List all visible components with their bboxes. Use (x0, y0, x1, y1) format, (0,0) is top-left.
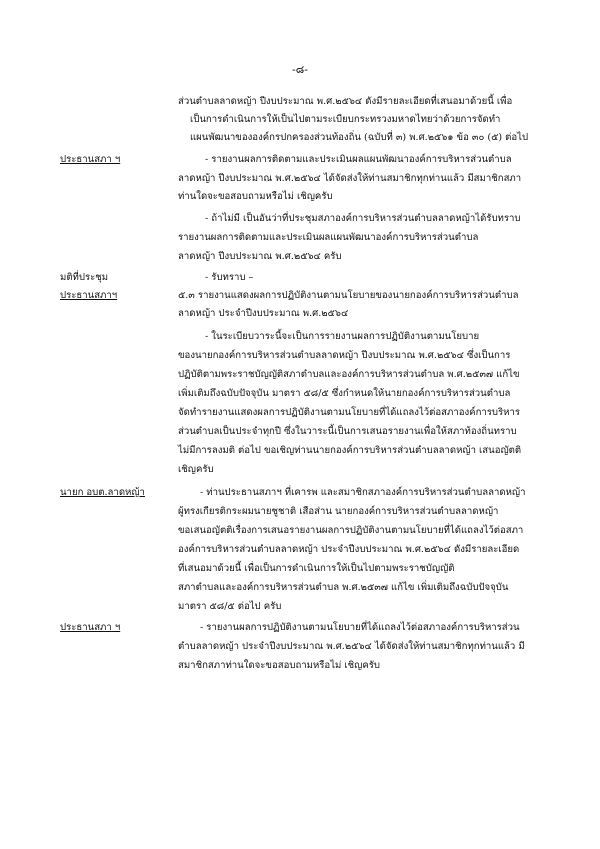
chair-statement-line: ของนายกองค์การบริหารส่วนตำบลลาดหญ้า ปีงบประมาณ พ.ศ.๒๕๖๔ ซึ่งเป็นการ (178, 350, 511, 361)
speaker-mayor: นายก อบต.ลาดหญ้า (60, 487, 145, 498)
intro-line: ส่วนตำบลลาดหญ้า ปีงบประมาณ พ.ศ.๒๕๖๔ ดังมีรายละเอียดที่เสนอมาด้วยนี้ เพื่อ (178, 96, 513, 107)
agenda-item-line: ๕.๓ รายงานแสดงผลการปฏิบัติงานตามนโยบายของนายกองค์การบริหารส่วนตำบล (178, 290, 519, 301)
chair-statement-line: - ในระเบียบวาระนี้จะเป็นการรายงานผลการปฏิบัติงานตามนโยบาย (205, 331, 480, 342)
chair-statement-line: ไม่มีการลงมติ ต่อไป ขอเชิญท่านนายกองค์การบริหารส่วนตำบลลาดหญ้า เสนอญัตติ (178, 445, 522, 456)
chair-statement-line: ลาดหญ้า ปีงบประมาณ พ.ศ.๒๕๖๔ ได้จัดส่งให้ท่านสมาชิกทุกท่านแล้ว มีสมาชิกสภา (178, 173, 522, 184)
mayor-statement-line: ขอเสนอญัตติเรื่องการเสนอรายงานผลการปฏิบัติงานตามนโยบายที่ได้แถลงไว้ต่อสภา (178, 525, 524, 536)
chair-statement-line: รายงานผลการติดตามและประเมินผลแผนพัฒนาองค์การบริหารส่วนตำบล (178, 232, 479, 243)
chair-statement-line: ท่านใดจะขอสอบถามหรือไม่ เชิญครับ (178, 191, 333, 202)
chair-statement-line: ปฏิบัติตามพระราชบัญญัติสภาตำบลและองค์การบริหารส่วนตำบล พ.ศ.๒๕๓๗ แก้ไข (178, 369, 520, 380)
chair-statement-line: สมาชิกสภาท่านใดจะขอสอบถามหรือไม่ เชิญครับ (178, 660, 381, 671)
chair-statement-line: ลาดหญ้า ปีงบประมาณ พ.ศ.๒๕๖๔ ครับ (178, 251, 342, 262)
chair-statement-line: - รายงานผลการปฏิบัติงานตามนโยบายที่ได้แถลงไว้ต่อสภาองค์การบริหารส่วน (200, 622, 520, 633)
chair-statement-line: - ถ้าไม่มี เป็นอันว่าที่ประชุมสภาองค์การบริหารส่วนตำบลลาดหญ้าได้รับทราบ (205, 213, 521, 224)
chair-statement-line: ตำบลลาดหญ้า ประจำปีงบประมาณ พ.ศ.๒๕๖๔ ได้จัดส่งให้ท่านสมาชิกทุกท่านแล้ว มี (178, 641, 525, 652)
speaker-resolution: มติที่ประชุม (60, 272, 109, 283)
mayor-statement-line: ที่เสนอมาด้วยนี้ เพื่อเป็นการดำเนินการให้เป็นไปตามพระราชบัญญัติ (178, 563, 455, 574)
chair-statement-line: เพิ่มเติมถึงฉบับปัจจุบัน มาตรา ๕๘/๕ ซึ่งกำหนดให้นายกองค์การบริหารส่วนตำบล (178, 388, 511, 399)
speaker-chair: ประธานสภา ฯ (60, 154, 121, 165)
resolution-text: - รับทราบ – (205, 272, 254, 283)
speaker-chair: ประธานสภา ฯ (60, 622, 121, 633)
chair-statement-line: จัดทำรายงานแสดงผลการปฏิบัติงานตามนโยบายที่ได้แถลงไว้ต่อสภาองค์การบริหาร (178, 407, 521, 418)
agenda-item-line: ลาดหญ้า ประจำปีงบประมาณ พ.ศ.๒๕๖๔ (178, 308, 349, 319)
intro-line: แผนพัฒนาขององค์กรปกครองส่วนท้องถิ่น (ฉบับที่ ๓) พ.ศ.๒๕๖๑ ข้อ ๓๐ (๕) ต่อไป (190, 132, 529, 143)
mayor-statement-line: องค์การบริหารส่วนตำบลลาดหญ้า ประจำปีงบประมาณ พ.ศ.๒๕๖๔ ดังมีรายละเอียด (178, 544, 520, 555)
mayor-statement-line: มาตรา ๕๘/๕ ต่อไป ครับ (178, 601, 282, 612)
chair-statement-line: ส่วนตำบลเป็นประจำทุกปี ซึ่งในวาระนี้เป็นการเสนอรายงานเพื่อให้สภาท้องถิ่นทราบ (178, 426, 517, 437)
chair-statement-line: เชิญครับ (178, 464, 214, 475)
intro-line: เป็นการดำเนินการให้เป็นไปตามระเบียบกระทรวงมหาดไทยว่าด้วยการจัดทำ (190, 114, 501, 125)
mayor-statement-line: สภาตำบลและองค์การบริหารส่วนตำบล พ.ศ.๒๕๓๗ แก้ไข เพิ่มเติมถึงฉบับปัจจุบัน (178, 582, 509, 593)
speaker-chair: ประธานสภาฯ (60, 290, 118, 301)
mayor-statement-line: - ท่านประธานสภาฯ ที่เคารพ และสมาชิกสภาองค์การบริหารส่วนตำบลลาดหญ้า (200, 487, 526, 498)
chair-statement-line: - รายงานผลการติดตามและประเมินผลแผนพัฒนาองค์การบริหารส่วนตำบล (205, 154, 512, 165)
page-number: -๘- (292, 63, 308, 76)
mayor-statement-line: ผู้ทรงเกียรติกระผมนายชูชาติ เสือส่าน นายกองค์การบริหารส่วนตำบลลาดหญ้า (178, 506, 499, 517)
